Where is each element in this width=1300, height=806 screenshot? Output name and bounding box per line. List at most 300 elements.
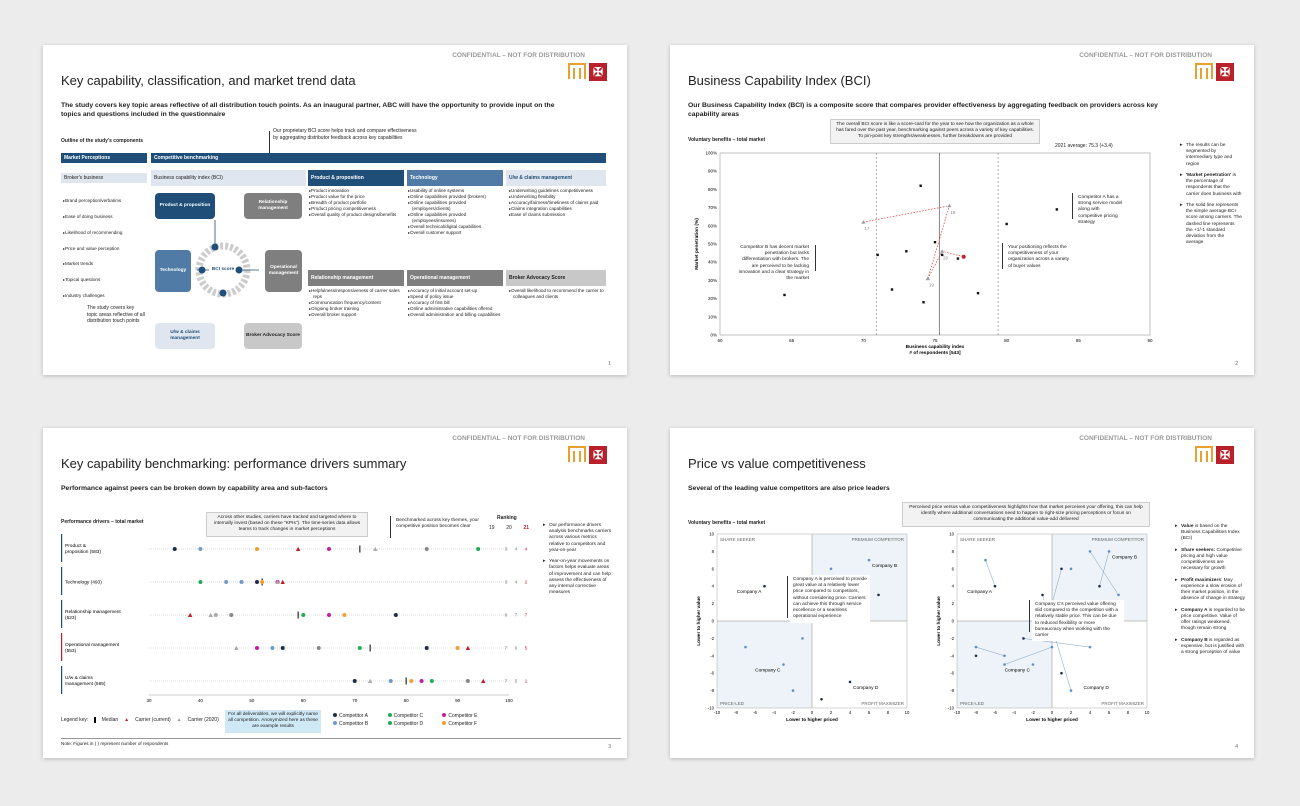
- data-point: [763, 585, 766, 588]
- data-point: [1060, 672, 1063, 675]
- x-axis-label: Business capability index: [905, 345, 965, 350]
- wheel-operational: Operational management: [265, 250, 302, 292]
- data-point: [1003, 655, 1006, 658]
- row-label-2: (553): [65, 649, 77, 654]
- y-tick: 70%: [707, 205, 717, 211]
- y-tick: 0: [951, 618, 954, 624]
- side-notes: [543, 523, 613, 602]
- quadrant-br: PROFIT MAXIMIZER: [1101, 701, 1144, 706]
- bci-label: Business capability index (BCI): [151, 170, 306, 186]
- wheel-relationship: Relationship management: [244, 193, 302, 219]
- competitor-dot: [425, 646, 429, 650]
- data-point: [1022, 637, 1025, 640]
- x-tick: 6: [1107, 710, 1111, 715]
- side-notes: [1180, 143, 1242, 252]
- row-accent: [61, 633, 62, 661]
- data-point: [1005, 223, 1007, 225]
- slide-4[interactable]: [670, 428, 1254, 758]
- your-position: [962, 255, 966, 259]
- data-point: [1003, 663, 1006, 666]
- mp-item-6: ▸ Industry challenges: [63, 288, 149, 304]
- y-tick: 10: [949, 531, 954, 537]
- rank-value: 4: [514, 547, 518, 553]
- rank-value: 4: [524, 547, 528, 553]
- y-tick: 6: [951, 566, 954, 572]
- company-label: Company A: [967, 590, 992, 596]
- company-label: Company C: [1004, 668, 1030, 674]
- legend: [61, 717, 219, 724]
- side-note-2: ▸ Profit maximizers: May experience a slow erosion of their market position, in the absence of change in strategy: [1175, 577, 1246, 602]
- quadrant-tl: SHARE SEEKER: [720, 537, 756, 542]
- rel-item-3: ▸ Overall broker support: [309, 312, 404, 318]
- competitor-a-callout: Competitor A has a strong service model along with competitive pricing strategy: [1075, 193, 1127, 228]
- year-19: 19: [489, 525, 495, 531]
- trail-label: 19: [928, 282, 934, 288]
- wheel-uw: U/w & claims management: [155, 323, 215, 349]
- data-point: [792, 689, 795, 692]
- tech-item-0: ▸ Usability of online systems: [408, 188, 503, 194]
- footnote: Note: Figures in ( ) represent number of respondents: [61, 741, 169, 746]
- company-label: Company A: [736, 590, 762, 596]
- data-point: [1032, 663, 1035, 666]
- competitor-dot: [229, 613, 233, 617]
- data-point: [868, 559, 871, 562]
- data-point: [957, 257, 959, 259]
- row-label: Technology (493): [65, 580, 102, 586]
- trail-label: 17: [864, 226, 870, 232]
- competitor-dot: [430, 679, 434, 683]
- row-label-2: (523): [65, 616, 77, 621]
- slide-subtitle: The study covers key topic areas reflective of all distribution touch points. As an inaugural partner, ABC will have the opportunity to provide input on the topics and questions included in the questionnaire: [61, 102, 555, 119]
- x-tick: -10: [713, 710, 721, 715]
- rank-value: 5: [524, 646, 528, 652]
- legend-competitor-d: Competitor D: [388, 721, 439, 728]
- x-tick: 75: [932, 338, 938, 343]
- y-tick: 4: [711, 583, 714, 589]
- x-tick: -6: [993, 710, 997, 715]
- page-number: 3: [608, 744, 611, 750]
- side-notes: [1175, 524, 1245, 661]
- year-20: 20: [506, 525, 512, 531]
- wheel-product: Product & proposition: [155, 193, 215, 219]
- ranking-years: [489, 525, 529, 532]
- product-item-1: ▸ Product value for the price: [309, 194, 404, 200]
- y-tick: 8: [711, 548, 714, 554]
- data-point: [820, 698, 823, 701]
- page-number: 4: [1235, 744, 1238, 750]
- wheel-center: BCI score: [211, 267, 235, 273]
- company-label: Company C: [755, 668, 781, 674]
- op-item-4: ▸ Overall administration and billing capabilities: [408, 312, 503, 318]
- legend-competitor-f: Competitor F: [442, 721, 493, 728]
- data-point: [1070, 568, 1073, 571]
- cross-icon: ✠: [589, 446, 607, 464]
- competitor-dot: [255, 580, 259, 584]
- rank-value: 7: [504, 679, 508, 685]
- data-point: [1089, 646, 1092, 649]
- legend-median: Median: [101, 717, 119, 723]
- topic-note: The study covers key topic areas reflective of all distribution touch points: [87, 305, 145, 324]
- competitor-dot: [255, 646, 259, 650]
- x-tick: 2: [1069, 710, 1073, 715]
- competitor-dot: [394, 613, 398, 617]
- row-accent: [61, 534, 62, 562]
- data-point: [984, 559, 987, 562]
- mp-item-0: ▸ Brand perception/verbatims: [63, 193, 149, 209]
- x-tick: -4: [1012, 710, 1016, 715]
- deliverables-note: For all deliverables, we will explicitly name all competition. Anonymized here as these are example results: [225, 710, 321, 733]
- x-tick: 8: [1126, 710, 1130, 715]
- rank-value: 6: [504, 613, 508, 619]
- side-note-2: ▸ The solid line represents the simple average BCI score among carriers. The dashed line represents the +1/-1 standard deviation from the average: [1180, 202, 1242, 246]
- data-point: [1089, 550, 1092, 553]
- legend-competitor-b: Competitor B: [333, 721, 384, 728]
- data-point: [1070, 689, 1073, 692]
- y-tick: 30%: [707, 277, 717, 283]
- y-tick: 90%: [707, 168, 717, 174]
- competitor-dot: [260, 580, 264, 584]
- gate-icon: [1195, 446, 1213, 462]
- tech-item-3: ▸ Online capabilities provided (employees/insurees): [408, 212, 503, 224]
- quadrant-bl: PRICE-LED: [960, 701, 985, 706]
- x-tick: 30: [146, 698, 152, 703]
- chart-label: Voluntary benefits – total market: [688, 520, 766, 526]
- row-label: U/w & claims: [65, 676, 93, 681]
- competitor-dot: [425, 547, 429, 551]
- data-point: [1117, 594, 1120, 597]
- competitor-dot: [240, 580, 244, 584]
- data-point: [975, 655, 978, 658]
- data-point: [1108, 550, 1111, 553]
- competitor-dot: [420, 679, 424, 683]
- y-tick: 0%: [710, 332, 717, 338]
- y-tick: -4: [710, 653, 714, 659]
- x-tick: 8: [886, 710, 890, 715]
- competitor-dot: [327, 613, 331, 617]
- data-point: [744, 646, 747, 649]
- side-note-0: ▸ The results can be segmented by intermediary type and region: [1180, 143, 1233, 167]
- benchmark-callout: Benchmarked across key themes, your competitive position becomes clear: [393, 516, 485, 532]
- side-note-3: ▸ Company A is regarded to be price competitive. Value of offer ratings weakened, though remain strong: [1175, 607, 1245, 632]
- data-point: [994, 585, 997, 588]
- x-tick: 70: [860, 338, 866, 343]
- trail-label: 20: [943, 255, 949, 261]
- x-tick: -4: [772, 710, 776, 715]
- y-tick: 100%: [705, 150, 717, 156]
- row-label-2: management (565): [65, 682, 106, 687]
- x-axis-label-2: # of respondents [543]: [909, 351, 961, 356]
- cross-icon: ✠: [589, 63, 607, 81]
- company-a-callout: Company A is perceived to provide great value at a relatively lower price compared to competitors, without considering price. Carriers can achieve this through service excellence or a seamless operational experience: [790, 575, 870, 623]
- trail-point: [926, 277, 930, 281]
- slide-title: Key capability benchmarking: performance drivers summary: [61, 456, 407, 471]
- technology-header: Technology: [407, 170, 503, 186]
- slide-subtitle: Performance against peers can be broken down by capability area and sub-factors: [61, 485, 328, 492]
- rank-value: 6: [514, 646, 518, 652]
- company-logo: [568, 446, 607, 464]
- competitor-dot: [198, 580, 202, 584]
- product-item-4: ▸ Overall quality of product designs/benefits: [309, 212, 404, 218]
- price-led-quadrant: [717, 621, 812, 708]
- competitor-dot: [317, 646, 321, 650]
- kpi-callout: Across other studies, carriers have tracked and targeted where to internally invest (based on these "KPIs"). The time-series data allows teams to track changes in market perceptions: [206, 512, 368, 537]
- data-point: [782, 663, 785, 666]
- row-label: Relationship management: [65, 610, 121, 615]
- x-axis-label: Lower to higher priced: [1026, 718, 1078, 723]
- competitor-dot: [358, 646, 362, 650]
- x-tick: -8: [734, 710, 738, 715]
- rank-value: 3: [504, 580, 508, 586]
- quadrant-bl: PRICE-LED: [720, 701, 745, 706]
- x-tick: 85: [1075, 338, 1081, 343]
- competitor-legend: [333, 713, 493, 727]
- top-callout: Perceived price versus value competitiveness highlights how that market perceives your offering, this can help identify where additional conversations need to happen to right-size pricing perceptions or focus on communicating the additional value-add delivered: [902, 502, 1150, 527]
- competitor-dot: [198, 547, 202, 551]
- x-tick: 70: [352, 698, 358, 703]
- y-tick: -8: [710, 688, 714, 694]
- data-point: [830, 568, 833, 571]
- market-perceptions-list: [63, 193, 149, 304]
- legend-current-icon: ▲: [124, 717, 130, 723]
- side-note-4: ▸ Company B is regarded as expensive, but is justified with a strong perception of value: [1175, 637, 1245, 655]
- y-axis-label: Lower to higher value: [937, 596, 942, 646]
- data-point: [977, 292, 979, 294]
- chart-label: Voluntary benefits – total market: [688, 137, 766, 143]
- company-logo: [1195, 63, 1234, 81]
- product-item-3: ▸ Product pricing competitiveness: [309, 206, 404, 212]
- data-point: [975, 646, 978, 649]
- row-label: Product &: [65, 544, 87, 549]
- rel-item-0: ▸ Helpfulness/responsiveness of carrier sales reps: [309, 288, 404, 300]
- y-axis-label: Market penetration (%): [695, 218, 700, 270]
- chart-label: Performance drivers – total market: [61, 519, 144, 525]
- quadrant-br: PROFIT MAXIMIZER: [861, 701, 904, 706]
- gate-icon: [568, 446, 586, 462]
- op-item-1: ▸ Speed of policy issue: [408, 294, 503, 300]
- relationship-list: [309, 288, 404, 318]
- y-tick: 50%: [707, 241, 717, 247]
- wheel-technology: Technology: [155, 250, 191, 292]
- x-tick: 2: [829, 710, 833, 715]
- competitor-dot: [255, 547, 259, 551]
- y-tick: -6: [950, 670, 954, 676]
- performance-drivers-chart: [61, 533, 531, 728]
- y-tick: 6: [711, 566, 714, 572]
- competitor-dot: [409, 679, 413, 683]
- legend-competitor-c: Competitor C: [388, 713, 439, 720]
- y-tick: -10: [947, 705, 954, 711]
- rank-value: 7: [504, 646, 508, 652]
- x-tick: 80: [1004, 338, 1010, 343]
- x-tick: 80: [403, 698, 409, 703]
- outline-label: Outline of the study's components: [61, 138, 144, 144]
- rel-item-1: ▸ Communication frequency/content: [309, 300, 404, 306]
- competitor-dot: [466, 679, 470, 683]
- x-tick: -2: [1031, 710, 1035, 715]
- uw-item-1: ▸ Underwriting flexibility: [509, 194, 604, 200]
- competitor-dot: [301, 613, 305, 617]
- op-item-2: ▸ Accuracy of first bill: [408, 300, 503, 306]
- trail-point: [940, 249, 944, 253]
- data-point: [783, 294, 785, 296]
- rel-item-2: ▸ Ongoing broker training: [309, 306, 404, 312]
- positioning-callout: Your positioning reflects the competitiveness of your organization across a variety of buyer values: [1005, 243, 1077, 272]
- side-note-0: ▸ Value is based on the Business Capabilities Index (BCI): [1175, 524, 1240, 542]
- legend-median-icon: [94, 717, 96, 723]
- y-tick: 20%: [707, 296, 717, 302]
- legend-key: Legend key:: [61, 717, 89, 723]
- product-item-0: ▸ Product innovation: [309, 188, 404, 194]
- competitor-dot: [224, 580, 228, 584]
- x-tick: 90: [455, 698, 461, 703]
- mp-item-3: ▸ Price and value perception: [63, 241, 149, 257]
- x-tick: 50: [249, 698, 255, 703]
- x-tick: 60: [717, 338, 723, 343]
- operational-header: Operational management: [407, 270, 503, 286]
- competitor-dot: [353, 679, 357, 683]
- x-tick: -6: [753, 710, 757, 715]
- side-note-1: ▸ 'Market penetration' is the percentage of respondents that the carrier does business with: [1180, 172, 1242, 197]
- confidential-label: CONFIDENTIAL – NOT FOR DISTRIBUTION: [452, 52, 585, 59]
- mp-item-5: ▸ Topical questions: [63, 272, 149, 288]
- confidential-label: CONFIDENTIAL – NOT FOR DISTRIBUTION: [1079, 435, 1212, 442]
- mp-item-4: ▸ Market trends: [63, 256, 149, 272]
- quadrant-tl: SHARE SEEKER: [960, 537, 996, 542]
- company-label: Company B: [1112, 555, 1138, 561]
- slide-title: Key capability, classification, and market trend data: [61, 73, 356, 88]
- uw-item-3: ▸ Claims integration capabilities: [509, 206, 604, 212]
- bas-list: [509, 288, 604, 300]
- trail-label: 18: [950, 209, 956, 215]
- company-logo: [1195, 446, 1234, 464]
- tech-item-1: ▸ Online capabilities provided (brokers): [408, 194, 503, 200]
- row-label-2: proposition (583): [65, 550, 101, 555]
- slide-subtitle: Our Business Capability Index (BCI) is a composite score that compares provider effectiveness by aggregating feedback on providers across key capability areas: [688, 102, 1158, 119]
- x-tick: 4: [1088, 710, 1092, 715]
- data-point: [919, 185, 921, 187]
- competitor-dot: [342, 613, 346, 617]
- company-label: Company D: [853, 685, 879, 691]
- y-tick: -2: [950, 635, 954, 641]
- cross-icon: ✠: [1216, 63, 1234, 81]
- competitor-dot: [281, 646, 285, 650]
- y-tick: -8: [950, 688, 954, 694]
- average-label: 2021 average: 75.3 (+3.4): [1055, 143, 1113, 149]
- competitor-dot: [173, 547, 177, 551]
- slide-subtitle: Several of the leading value competitors are also price leaders: [688, 485, 890, 492]
- row-accent: [61, 666, 62, 694]
- year-21: 21: [523, 525, 529, 531]
- y-tick: 80%: [707, 186, 717, 192]
- slide-title: Business Capability Index (BCI): [688, 73, 871, 88]
- uw-item-4: ▸ Ease of claims submission: [509, 212, 604, 218]
- side-note-1: ▸ Year-on-year movements on factors helps evaluate areas of improvement and can help assess the effectiveness of any internal corrective measures: [543, 559, 611, 596]
- side-note-0: ▸ Our performance drivers analysis benchmarks carriers across various metrics relative to competitors and year-on-year: [543, 523, 612, 553]
- competitor-dot: [270, 646, 274, 650]
- y-tick: -10: [707, 705, 714, 711]
- competitor-dot: [476, 547, 480, 551]
- y-tick: 2: [711, 601, 714, 607]
- data-point: [941, 254, 943, 256]
- x-tick: 90: [1147, 338, 1153, 343]
- tech-item-5: ▸ Overall customer support: [408, 230, 503, 236]
- uw-item-2: ▸ Accuracy/fairness/timeliness of claims paid: [509, 200, 604, 206]
- competitor-b-callout: Competitor B has decent market penetration but lacks differentiation with brokers. The are perceived to be lacking innovation and a clear strategy in the market: [732, 243, 812, 284]
- cross-icon: ✠: [1216, 446, 1234, 464]
- uw-header: U/w & claims management: [506, 170, 606, 186]
- x-tick: 0: [810, 710, 814, 715]
- mp-item-1: ▸ Ease of doing business: [63, 209, 149, 225]
- tech-item-4: ▸ Overall technical/digital capabilities: [408, 224, 503, 230]
- relationship-header: Relationship management: [308, 270, 404, 286]
- data-point: [1051, 646, 1054, 649]
- price-value-chart-1: [695, 530, 915, 730]
- y-tick: 60%: [707, 223, 717, 229]
- x-axis-label: Lower to higher priced: [786, 718, 838, 723]
- y-tick: 8: [951, 548, 954, 554]
- product-item-2: ▸ Breadth of product portfolio: [309, 200, 404, 206]
- y-tick: -2: [710, 635, 714, 641]
- uw-item-0: ▸ Underwriting guidelines competitiveness: [509, 188, 604, 194]
- competitor-dot: [327, 547, 331, 551]
- y-tick: -6: [710, 670, 714, 676]
- x-tick: 0: [1050, 710, 1054, 715]
- legend-2020-icon: ▲: [176, 717, 182, 723]
- tech-item-2: ▸ Online capabilities provided (employers/clients): [408, 200, 503, 212]
- x-tick: 65: [789, 338, 795, 343]
- y-tick: 4: [951, 583, 954, 589]
- slide-1[interactable]: [43, 45, 627, 375]
- x-tick: 6: [867, 710, 871, 715]
- quadrant-tr: PREMIUM COMPETITOR: [851, 537, 904, 542]
- data-point: [877, 594, 880, 597]
- x-tick: -8: [974, 710, 978, 715]
- slide-3[interactable]: [43, 428, 627, 758]
- company-c-callout: Company C's perceived value offering slid compared to the competition with a relatively stable price. This can be due to reduced flexibility or more bureaucracy when working with the carrier: [1032, 600, 1124, 641]
- competitor-dot: [389, 679, 393, 683]
- x-tick: 100: [505, 698, 513, 703]
- gate-icon: [1195, 63, 1213, 79]
- page-number: 1: [608, 361, 611, 367]
- company-label: Company D: [1083, 685, 1109, 691]
- data-point: [1098, 585, 1101, 588]
- row-accent: [61, 567, 62, 595]
- data-point: [876, 254, 878, 256]
- wheel-broker: Broker Advocacy Score: [244, 323, 302, 349]
- y-tick: -4: [950, 653, 954, 659]
- y-axis-label: Lower to higher value: [697, 596, 702, 646]
- bas-item-0: ▸ Overall likelihood to recommend the carrier to colleagues and clients: [509, 288, 604, 300]
- movement-line: [986, 560, 996, 586]
- slide-2[interactable]: [670, 45, 1254, 375]
- x-tick: -10: [953, 710, 961, 715]
- uw-list: [509, 188, 604, 218]
- data-point: [801, 637, 804, 640]
- op-item-0: ▸ Accuracy of initial account set-up: [408, 288, 503, 294]
- row-label: Operational management: [65, 643, 120, 648]
- op-item-3: ▸ Online administrative capabilities offered: [408, 306, 503, 312]
- product-list: [309, 188, 404, 218]
- confidential-label: CONFIDENTIAL – NOT FOR DISTRIBUTION: [1079, 52, 1212, 59]
- competitor-dot: [214, 613, 218, 617]
- x-tick: 40: [197, 698, 203, 703]
- mp-item-2: ▸ Likelihood of recommending: [63, 225, 149, 241]
- technology-list: [408, 188, 503, 237]
- y-tick: 10: [709, 531, 714, 537]
- y-tick: 10%: [707, 314, 717, 320]
- rank-value: 7: [524, 613, 528, 619]
- rank-value: 1: [524, 679, 528, 685]
